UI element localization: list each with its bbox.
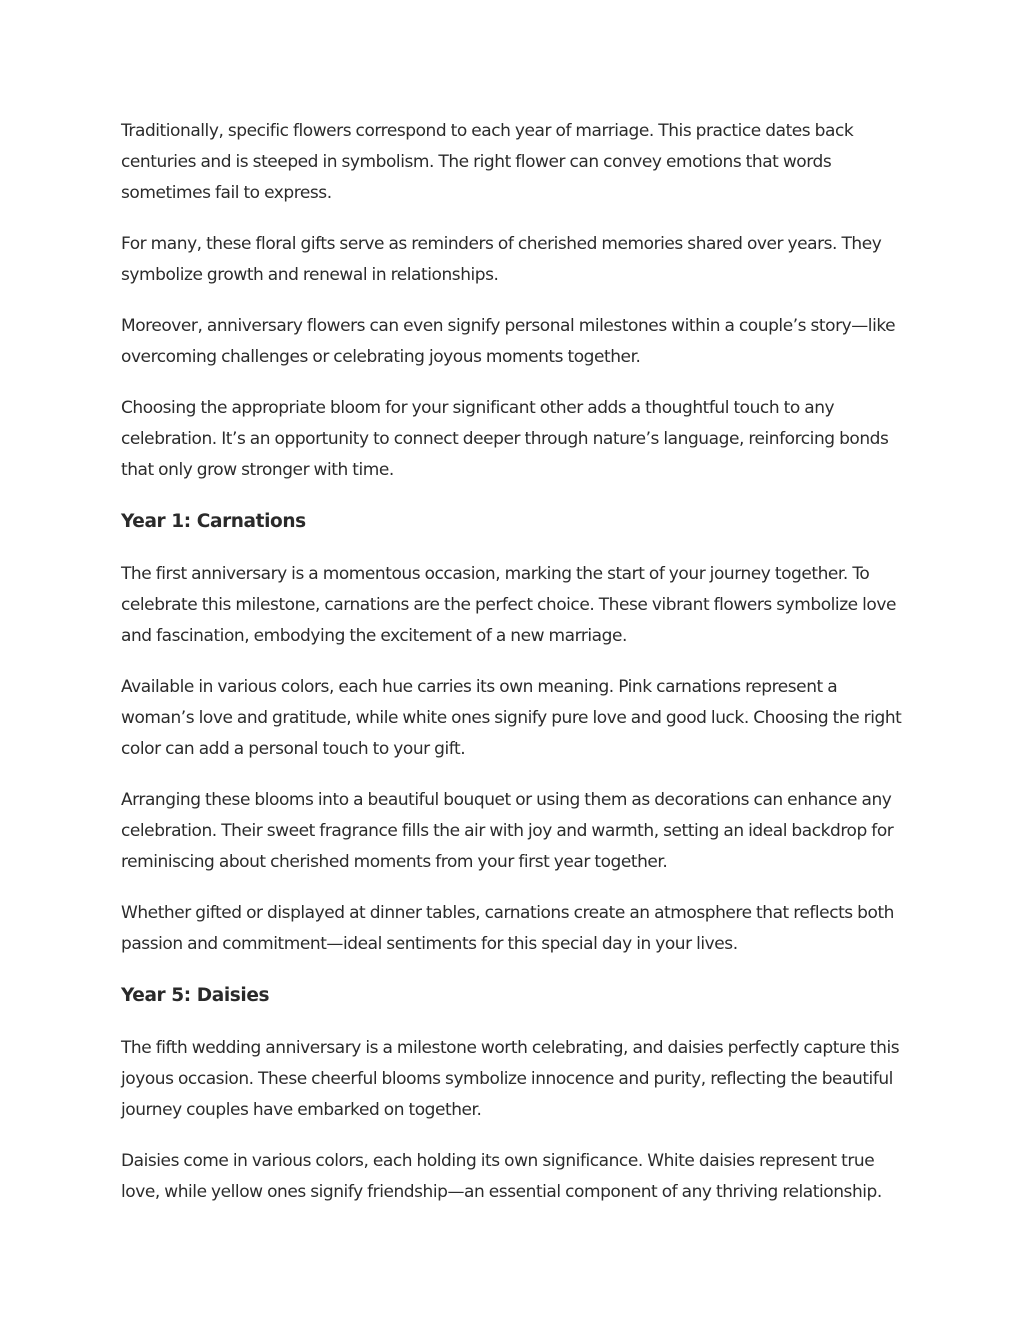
intro-paragraph-2: For many, these floral gifts serve as reminders of cherished memories shared over years. They symbolize growth and renewal in relationships. xyxy=(121,234,882,285)
section-heading-year-1: Year 1: Carnations xyxy=(121,511,306,532)
intro-paragraph-1: Traditionally, specific flowers correspond to each year of marriage. This practice dates back centuries and is steeped in symbolism. The right flower can convey emotions that words sometimes fail to express. xyxy=(121,121,854,203)
year-5-paragraph-2: Daisies come in various colors, each holding its own significance. White daisies represent true love, while yellow ones signify friendship—an essential component of any thriving relationship. xyxy=(121,1151,882,1202)
intro-paragraph-3: Moreover, anniversary flowers can even signify personal milestones within a couple’s story—like overcoming challenges or celebrating joyous moments together. xyxy=(121,316,896,367)
year-1-paragraph-2: Available in various colors, each hue carries its own meaning. Pink carnations represent a woman’s love and gratitude, while white ones signify pure love and good luck. Choosing the right color can add a personal touch to your gift. xyxy=(121,677,902,759)
year-1-paragraph-1: The first anniversary is a momentous occasion, marking the start of your journey together. To celebrate this milestone, carnations are the perfect choice. These vibrant flowers symbolize love and fascination, embodying the excitement of a new marriage. xyxy=(121,564,896,646)
section-heading-year-5: Year 5: Daisies xyxy=(121,985,270,1006)
year-1-paragraph-4: Whether gifted or displayed at dinner tables, carnations create an atmosphere that reflects both passion and commitment—ideal sentiments for this special day in your lives. xyxy=(121,903,894,954)
year-5-paragraph-1: The fifth wedding anniversary is a milestone worth celebrating, and daisies perfectly capture this joyous occasion. These cheerful blooms symbolize innocence and purity, reflecting the beautiful journey couples have embarked on together. xyxy=(121,1038,900,1120)
year-1-paragraph-3: Arranging these blooms into a beautiful bouquet or using them as decorations can enhance any celebration. Their sweet fragrance fills the air with joy and warmth, setting an ideal backdrop for reminiscing about cherished moments from your first year together. xyxy=(121,790,894,872)
intro-paragraph-4: Choosing the appropriate bloom for your significant other adds a thoughtful touch to any celebration. It’s an opportunity to connect deeper through nature’s language, reinforcing bonds that only grow stronger with time. xyxy=(121,398,889,480)
article-body xyxy=(121,116,905,1228)
